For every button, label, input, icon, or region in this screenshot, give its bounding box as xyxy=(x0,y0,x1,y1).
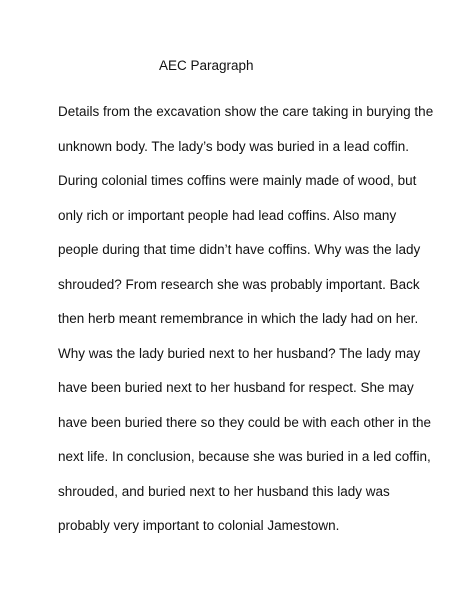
document-title: AEC Paragraph xyxy=(159,58,254,73)
paragraph-line: have been buried next to her husband for respect. She may xyxy=(58,380,414,395)
paragraph-line: Details from the excavation show the care taking in burying the xyxy=(58,104,434,119)
paragraph-line: Why was the lady buried next to her husband? The lady may xyxy=(58,345,421,361)
paragraph-line: have been buried there so they could be with each other in the xyxy=(58,414,432,430)
paragraph-line: shrouded? From research she was probably important. Back xyxy=(58,276,420,292)
paragraph-line: then herb meant remembrance in which the lady had on her. xyxy=(58,311,419,326)
paragraph-line: During colonial times coffins were mainly made of wood, but xyxy=(58,173,417,188)
paragraph-body xyxy=(58,95,434,544)
paragraph-line: unknown body. The lady’s body was buried in a lead coffin. xyxy=(58,138,409,154)
paragraph-line: shrouded, and buried next to her husband this lady was xyxy=(58,483,390,499)
paragraph-line: next life. In conclusion, because she was buried in a led coffin, xyxy=(58,449,431,464)
paragraph-line: people during that time didn’t have coffins. Why was the lady xyxy=(58,242,421,257)
paragraph-line: probably very important to colonial Jamestown. xyxy=(58,518,340,533)
paragraph-line: only rich or important people had lead coffins. Also many xyxy=(58,207,397,223)
